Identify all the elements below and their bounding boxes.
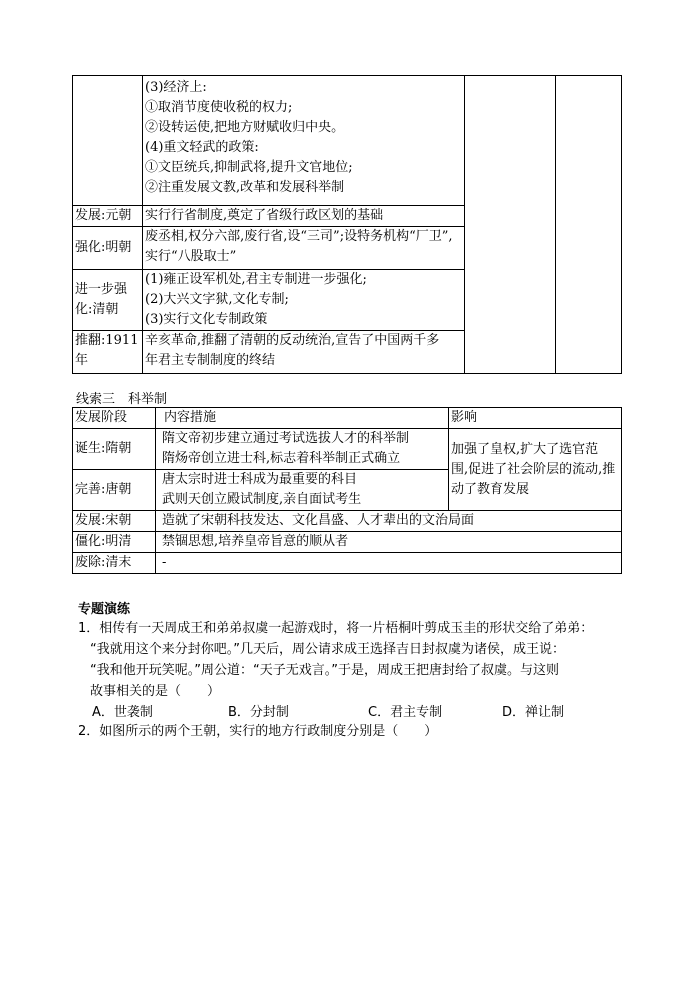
exercise-title: 专题演练 — [78, 602, 131, 617]
option-d[interactable]: D．禅让制 — [502, 705, 565, 720]
option-c[interactable]: C．君主专制 — [368, 705, 443, 720]
content-cell: - — [156, 553, 622, 574]
content-cell: 造就了宋朝科技发达、文化昌盛、人才辈出的文治局面 — [156, 511, 622, 532]
impact-cell: 加强了皇权,扩大了选官范 围,促进了社会阶层的流动,推 动了教育发展 — [449, 429, 622, 511]
table-row — [73, 76, 622, 206]
row-label — [73, 76, 143, 206]
table-row — [73, 511, 622, 532]
row-label: 进一步强 化:清朝 — [73, 270, 143, 331]
empty-cell — [556, 76, 622, 374]
question-1-options — [92, 701, 612, 721]
table-row — [73, 553, 622, 574]
centralization-table — [72, 75, 622, 374]
content-cell: 唐太宗时进士科成为最重要的科目 武则天创立殿试制度,亲自面试考生 — [156, 470, 449, 511]
content-cell: 禁锢思想,培养皇帝旨意的顺从者 — [156, 532, 622, 553]
row-label: 推翻:1911 年 — [73, 331, 143, 374]
table-row — [73, 532, 622, 553]
section-label: 线索三 科举制 — [76, 392, 168, 407]
row-content: 辛亥革命,推翻了清朝的反动统治,宣告了中国两千多 年君主专制制度的终结 — [143, 331, 465, 374]
question-2: 2．如图所示的两个王朝，实行的地方行政制度分别是（ ） — [78, 724, 438, 739]
stage-cell: 完善:唐朝 — [73, 470, 156, 511]
option-a[interactable]: A．世袭制 — [92, 705, 153, 720]
option-b[interactable]: B．分封制 — [228, 705, 289, 720]
empty-cell — [465, 76, 556, 374]
row-content: 实行行省制度,奠定了省级行政区划的基础 — [143, 206, 465, 227]
content-cell: 隋文帝初步建立通过考试选拔人才的科举制 隋炀帝创立进士科,标志着科举制正式确立 — [156, 429, 449, 470]
row-content: (1)雍正设军机处,君主专制进一步强化; (2)大兴文字狱,文化专制; (3)实行文化专制政策 — [143, 270, 465, 331]
row-label: 强化:明朝 — [73, 227, 143, 270]
header-impact: 影响 — [449, 408, 622, 429]
header-content: 内容措施 — [156, 408, 449, 429]
stage-cell: 发展:宋朝 — [73, 511, 156, 532]
question-1: 1．相传有一天周成王和弟弟叔虞一起游戏时，将一片梧桐叶剪成玉圭的形状交给了弟弟： “我就用这个来分封你吧。”几天后，周公请求成王选择吉日封叔虞为诸侯，成王说： “我和他开玩笑呢。”周公道：“天子无戏言。”于是，周成王把唐封给了叔虞。与这则 故事相关的是（ ） — [78, 621, 594, 699]
table-row — [73, 429, 622, 470]
stage-cell: 僵化:明清 — [73, 532, 156, 553]
row-content: 废丞相,权分六部,废行省,设“三司”;设特务机构“厂卫”, 实行“八股取士” — [143, 227, 465, 270]
row-content: (3)经济上: ①取消节度使收税的权力; ②设转运使,把地方财赋收归中央。 (4)重文轻武的政策: ①文臣统兵,抑制武将,提升文官地位; ②注重发展文教,改革和发展科举制 — [143, 76, 465, 206]
row-label: 发展:元朝 — [73, 206, 143, 227]
exam-system-table — [72, 407, 622, 574]
table-header-row — [73, 408, 622, 429]
stage-cell: 诞生:隋朝 — [73, 429, 156, 470]
stage-cell: 废除:清末 — [73, 553, 156, 574]
header-stage: 发展阶段 — [73, 408, 156, 429]
